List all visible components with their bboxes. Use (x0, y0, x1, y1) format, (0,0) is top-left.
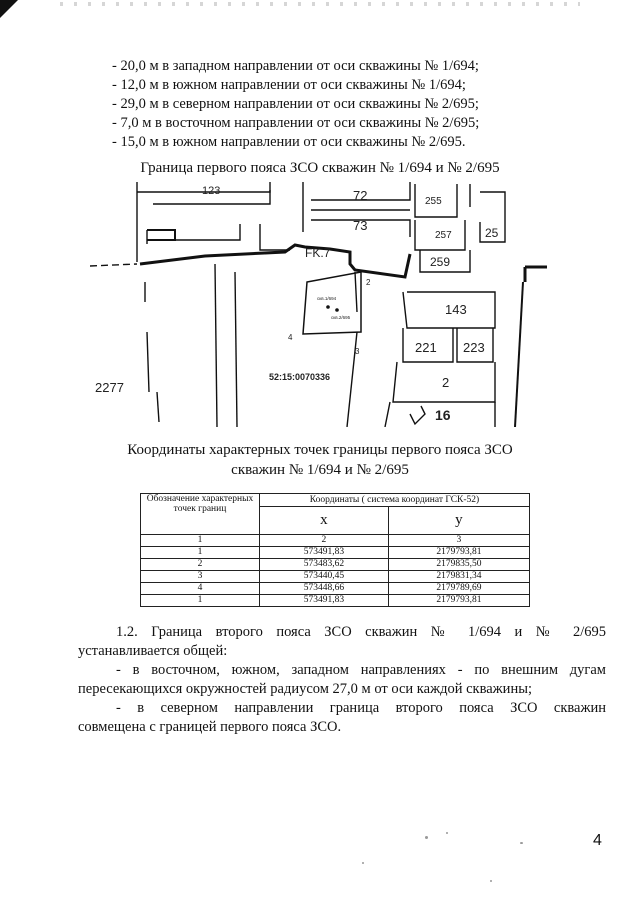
column-number-row (141, 535, 530, 547)
parcel-label: FK.7 (305, 246, 331, 260)
parcel-label: 143 (445, 302, 467, 317)
map-title: Граница первого пояса ЗСО скважин № 1/694 и № 2/695 (140, 160, 500, 176)
paragraph-line: совмещена с границей первого пояса ЗСО. (78, 719, 342, 735)
paragraph-text: 1.2. Граница второго пояса ЗСО скважин № 1/694 и № 2/695 (116, 624, 606, 640)
section-paragraph (78, 623, 606, 661)
parcel-label: 2 (442, 375, 450, 390)
coordinates-title-line: скважин № 1/694 и № 2/695 (231, 462, 409, 478)
header-y: y (388, 507, 529, 535)
y-cell: 2179831,34 (388, 571, 529, 583)
table-row (141, 559, 530, 571)
distance-item: - 15,0 м в южном направлении от оси скважины № 2/695. (112, 134, 466, 150)
x-cell: 573491,83 (260, 595, 389, 607)
paragraph-line: пересекающихся окружностей радиусом 27,0 м от оси каждой скважины; (78, 681, 532, 697)
point-cell: 3 (141, 571, 260, 583)
scan-artifact (60, 2, 580, 6)
coordinates-table (140, 493, 530, 607)
parcel-label: 255 (425, 196, 442, 207)
paragraph-line (78, 699, 606, 718)
scan-speck (490, 880, 492, 882)
x-cell: 573448,66 (260, 583, 389, 595)
header-x: x (260, 507, 389, 535)
parcel-label: 259 (430, 255, 451, 269)
x-cell: 573491,83 (260, 547, 389, 559)
header-designation: Обозначение характерных точек границ (141, 494, 260, 535)
distance-item: - 20,0 м в западном направлении от оси скважины № 1/694; (112, 58, 479, 74)
scan-speck (520, 842, 523, 844)
paragraph-line: устанавливается общей: (78, 643, 228, 659)
cadastral-number: 52:15:0070336 (269, 372, 331, 382)
y-cell: 2179789,69 (388, 583, 529, 595)
y-cell: 2179793,81 (388, 547, 529, 559)
column-number: 2 (260, 535, 389, 547)
parcel-label: 73 (353, 218, 368, 233)
parcel-label: 221 (415, 340, 437, 355)
x-cell: 573440,45 (260, 571, 389, 583)
scan-speck (362, 862, 364, 864)
point-cell: 1 (141, 595, 260, 607)
scan-speck (446, 832, 448, 834)
point-label: 3 (355, 347, 360, 356)
scan-corner-mark (0, 0, 18, 18)
x-cell: 573483,62 (260, 559, 389, 571)
paragraph-text: - в восточном, южном, западном направлениях - по внешним дугам (116, 662, 606, 678)
parcel-label: 123 (202, 185, 221, 197)
section-paragraph (78, 699, 606, 737)
point-cell: 2 (141, 559, 260, 571)
column-number: 3 (388, 535, 529, 547)
coordinates-title (0, 440, 640, 480)
point-label: 4 (288, 333, 293, 342)
point-label: 2 (366, 278, 371, 287)
parcel-label: 16 (435, 407, 451, 423)
y-cell: 2179835,50 (388, 559, 529, 571)
parcel-label: 223 (463, 340, 485, 355)
column-number: 1 (141, 535, 260, 547)
paragraph-line (78, 661, 606, 680)
coordinates-title-line: Координаты характерных точек границы первого пояса ЗСО (127, 442, 513, 458)
y-cell: 2179793,81 (388, 595, 529, 607)
table-row (141, 595, 530, 607)
section-paragraph (78, 661, 606, 699)
table-row (141, 571, 530, 583)
parcel-label: 257 (435, 230, 452, 241)
table-row (141, 547, 530, 559)
point-cell: 4 (141, 583, 260, 595)
distance-list (112, 57, 479, 152)
table-row (141, 583, 530, 595)
well-label: скв.1/694 (317, 296, 337, 301)
point-cell: 1 (141, 547, 260, 559)
well-marker (326, 305, 330, 309)
cadastral-map (85, 182, 555, 427)
well-label: скв.2/695 (331, 315, 351, 320)
parcel-label: 72 (353, 188, 368, 203)
distance-item: - 7,0 м в восточном направлении от оси скважины № 2/695; (112, 115, 480, 131)
parcel-label: 2277 (95, 380, 124, 395)
page-number: 4 (593, 832, 602, 849)
well-marker (335, 308, 339, 312)
paragraph-line (78, 623, 606, 642)
paragraph-text: - в северном направлении граница второго пояса ЗСО скважин (116, 700, 606, 716)
distance-item: - 12,0 м в южном направлении от оси скважины № 1/694; (112, 77, 466, 93)
parcel-label: 25 (485, 226, 499, 240)
header-coordinates: Координаты ( система координат ГСК-52) (260, 494, 530, 507)
distance-item: - 29,0 м в северном направлении от оси скважины № 2/695; (112, 96, 479, 112)
scan-speck (425, 836, 428, 839)
